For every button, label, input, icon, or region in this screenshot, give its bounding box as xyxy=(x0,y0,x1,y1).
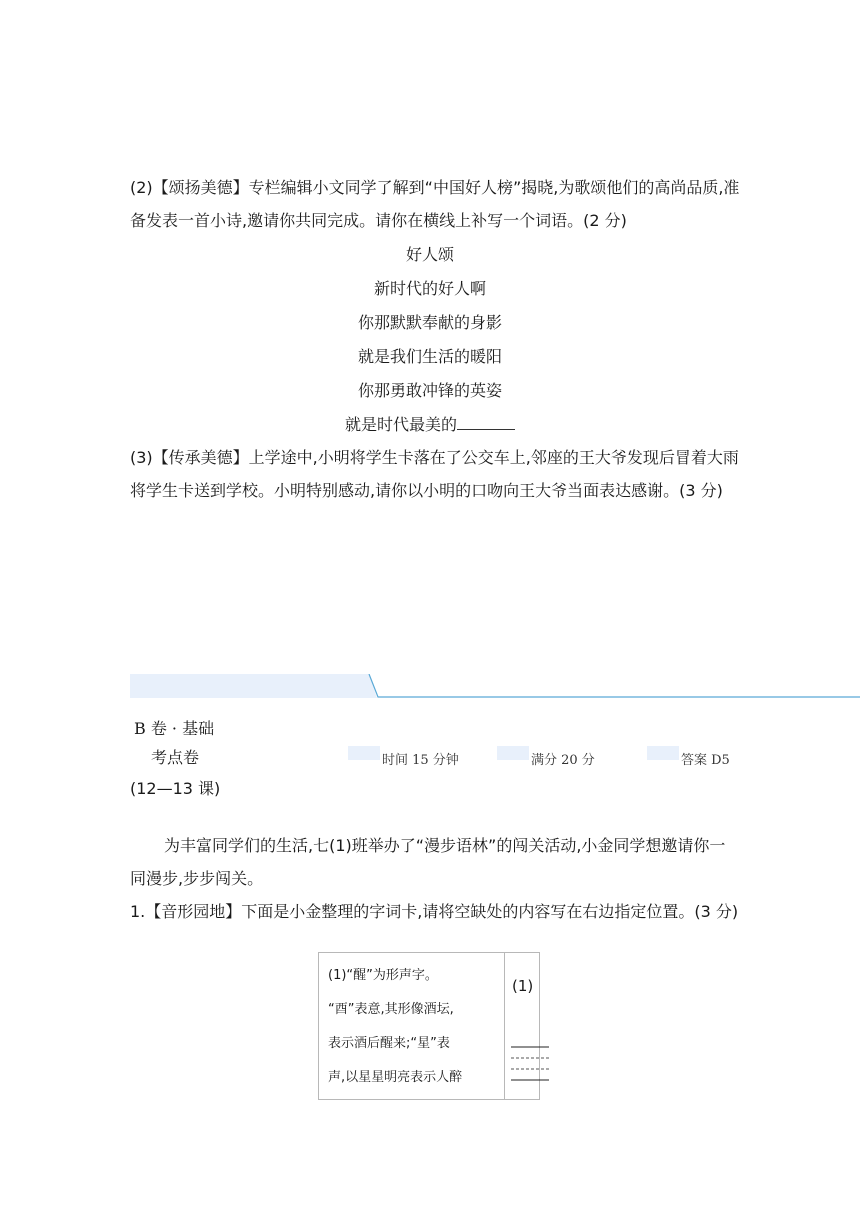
poem xyxy=(130,238,730,442)
time-label: 时间 15 分钟 xyxy=(382,753,459,768)
question-2: (2)【颂扬美德】专栏编辑小文同学了解到“中国好人榜”揭晓,为歌颂他们的高尚品质,准备发表一首小诗,邀请你共同完成。请你在横线上补写一个词语。(2 分) xyxy=(130,178,740,230)
question-1: 1.【音形园地】下面是小金整理的字词卡,请将空缺处的内容写在右边指定位置。(3 分) xyxy=(130,902,739,921)
word-card-content xyxy=(319,953,505,1099)
banner-line xyxy=(369,674,860,697)
answer-blank[interactable] xyxy=(457,409,515,430)
score-chip xyxy=(497,746,529,760)
word-card-answer-label: (1) xyxy=(512,977,534,995)
time-chip xyxy=(348,746,380,760)
score-label: 满分 20 分 xyxy=(531,753,595,768)
poem-last-line-text: 就是时代最美的 xyxy=(344,415,457,434)
poem-title: 好人颂 xyxy=(405,245,454,264)
poem-last-line xyxy=(130,408,730,442)
word-card-line: 声,以星星明亮表示人醉 xyxy=(328,1070,463,1085)
word-card-line: “酉”表意,其形像酒坛, xyxy=(328,1002,454,1017)
banner-tab xyxy=(130,674,377,698)
answer-lines[interactable] xyxy=(511,1046,549,1082)
answer-label: 答案 D5 xyxy=(681,753,730,768)
word-card-line: 表示酒后醒来;“星”表 xyxy=(328,1036,450,1051)
section-banner xyxy=(130,674,860,700)
section-title: B 卷 · 基础 xyxy=(134,719,215,738)
poem-line: 新时代的好人啊 xyxy=(373,279,486,298)
poem-line: 你那勇敢冲锋的英姿 xyxy=(357,381,502,400)
word-card-line: (1)“醒”为形声字。 xyxy=(328,968,438,983)
section-subtitle: 考点卷 xyxy=(151,748,200,767)
poem-line: 你那默默奉献的身影 xyxy=(357,313,502,332)
intro-paragraph: 为丰富同学们的生活,七(1)班举办了“漫步语林”的闯关活动,小金同学想邀请你一同漫步,步步闯关。 xyxy=(130,836,726,888)
lessons-range: (12—13 课) xyxy=(130,779,221,798)
poem-line: 就是我们生活的暖阳 xyxy=(357,347,502,366)
question-3: (3)【传承美德】上学途中,小明将学生卡落在了公交车上,邻座的王大爷发现后冒着大雨将学生卡送到学校。小明特别感动,请你以小明的口吻向王大爷当面表达感谢。(3 分) xyxy=(130,448,739,500)
word-card xyxy=(318,952,540,1100)
answer-chip xyxy=(647,746,679,760)
